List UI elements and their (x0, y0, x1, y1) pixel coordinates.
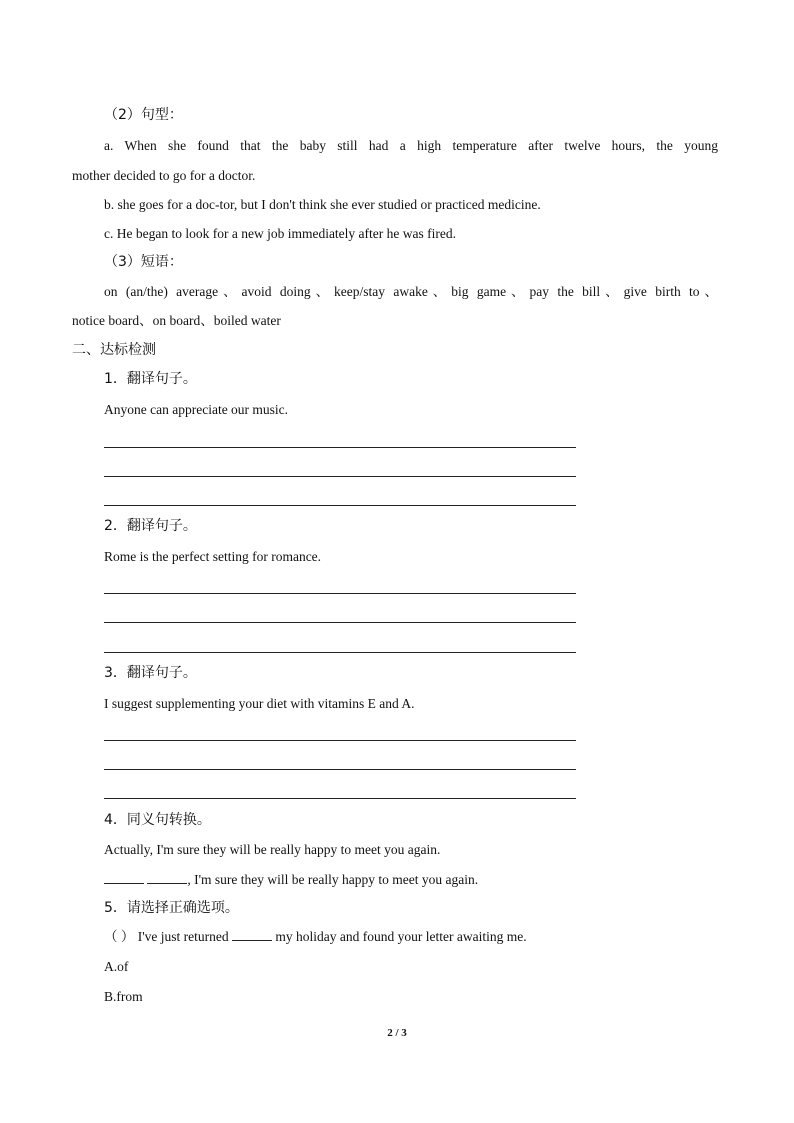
q5-blank[interactable] (232, 928, 272, 941)
sentence-b: b. she goes for a doc-tor, but I don't think she ever studied or practiced medicine. (104, 197, 541, 212)
sentence-c: c. He began to look for a new job immediately after he was fired. (104, 226, 456, 241)
q3-answer-line-2[interactable] (104, 769, 576, 770)
q5-stem-before: I've just returned (137, 929, 229, 944)
q5-stem (104, 928, 527, 946)
q3-label: 3．翻译句子。 (104, 665, 197, 681)
sentence-a-line1: a. When she found that the baby still had a high temperature after twelve hours, the young (104, 138, 718, 153)
q5-option-b[interactable]: B.from (104, 989, 143, 1004)
q4-rewrite-text: , I'm sure they will be really happy to meet you again. (187, 872, 479, 887)
q4-rewrite (104, 871, 478, 889)
q2-answer-line-3[interactable] (104, 652, 576, 653)
q2-label: 2．翻译句子。 (104, 518, 197, 534)
q2-answer-line-1[interactable] (104, 593, 576, 594)
q5-label: 5．请选择正确选项。 (104, 900, 239, 916)
q2-sentence: Rome is the perfect setting for romance. (104, 549, 322, 564)
q1-label: 1．翻译句子。 (104, 371, 197, 387)
q1-sentence: Anyone can appreciate our music. (104, 402, 289, 417)
pattern-heading: （2）句型： (104, 107, 183, 123)
q5-option-a[interactable]: A.of (104, 959, 129, 974)
sentence-a-line2: mother decided to go for a doctor. (72, 168, 256, 183)
q2-answer-line-2[interactable] (104, 622, 576, 623)
q4-blank-1[interactable] (104, 871, 144, 884)
page-number: 2 / 3 (387, 1027, 407, 1039)
q3-answer-line-3[interactable] (104, 798, 576, 799)
q5-stem-after: my holiday and found your letter awaiting me. (275, 929, 527, 944)
q4-sentence: Actually, I'm sure they will be really happy to meet you again. (104, 842, 441, 857)
phrase-heading: （3）短语： (104, 254, 183, 270)
q3-sentence: I suggest supplementing your diet with vitamins E and A. (104, 696, 415, 711)
q1-answer-line-3[interactable] (104, 505, 576, 506)
q5-answer-paren[interactable]: （ ） (104, 929, 135, 944)
section-heading: 二、达标检测 (72, 342, 156, 358)
q3-answer-line-1[interactable] (104, 740, 576, 741)
q1-answer-line-1[interactable] (104, 447, 576, 448)
q1-answer-line-2[interactable] (104, 476, 576, 477)
phrases-line2: notice board、on board、boiled water (72, 313, 281, 328)
q4-label: 4．同义句转换。 (104, 812, 211, 828)
q4-blank-2[interactable] (147, 871, 187, 884)
phrases-line1: on (an/the) average、avoid doing、keep/stay awake、big game、pay the bill、give birth to、 (104, 284, 718, 299)
